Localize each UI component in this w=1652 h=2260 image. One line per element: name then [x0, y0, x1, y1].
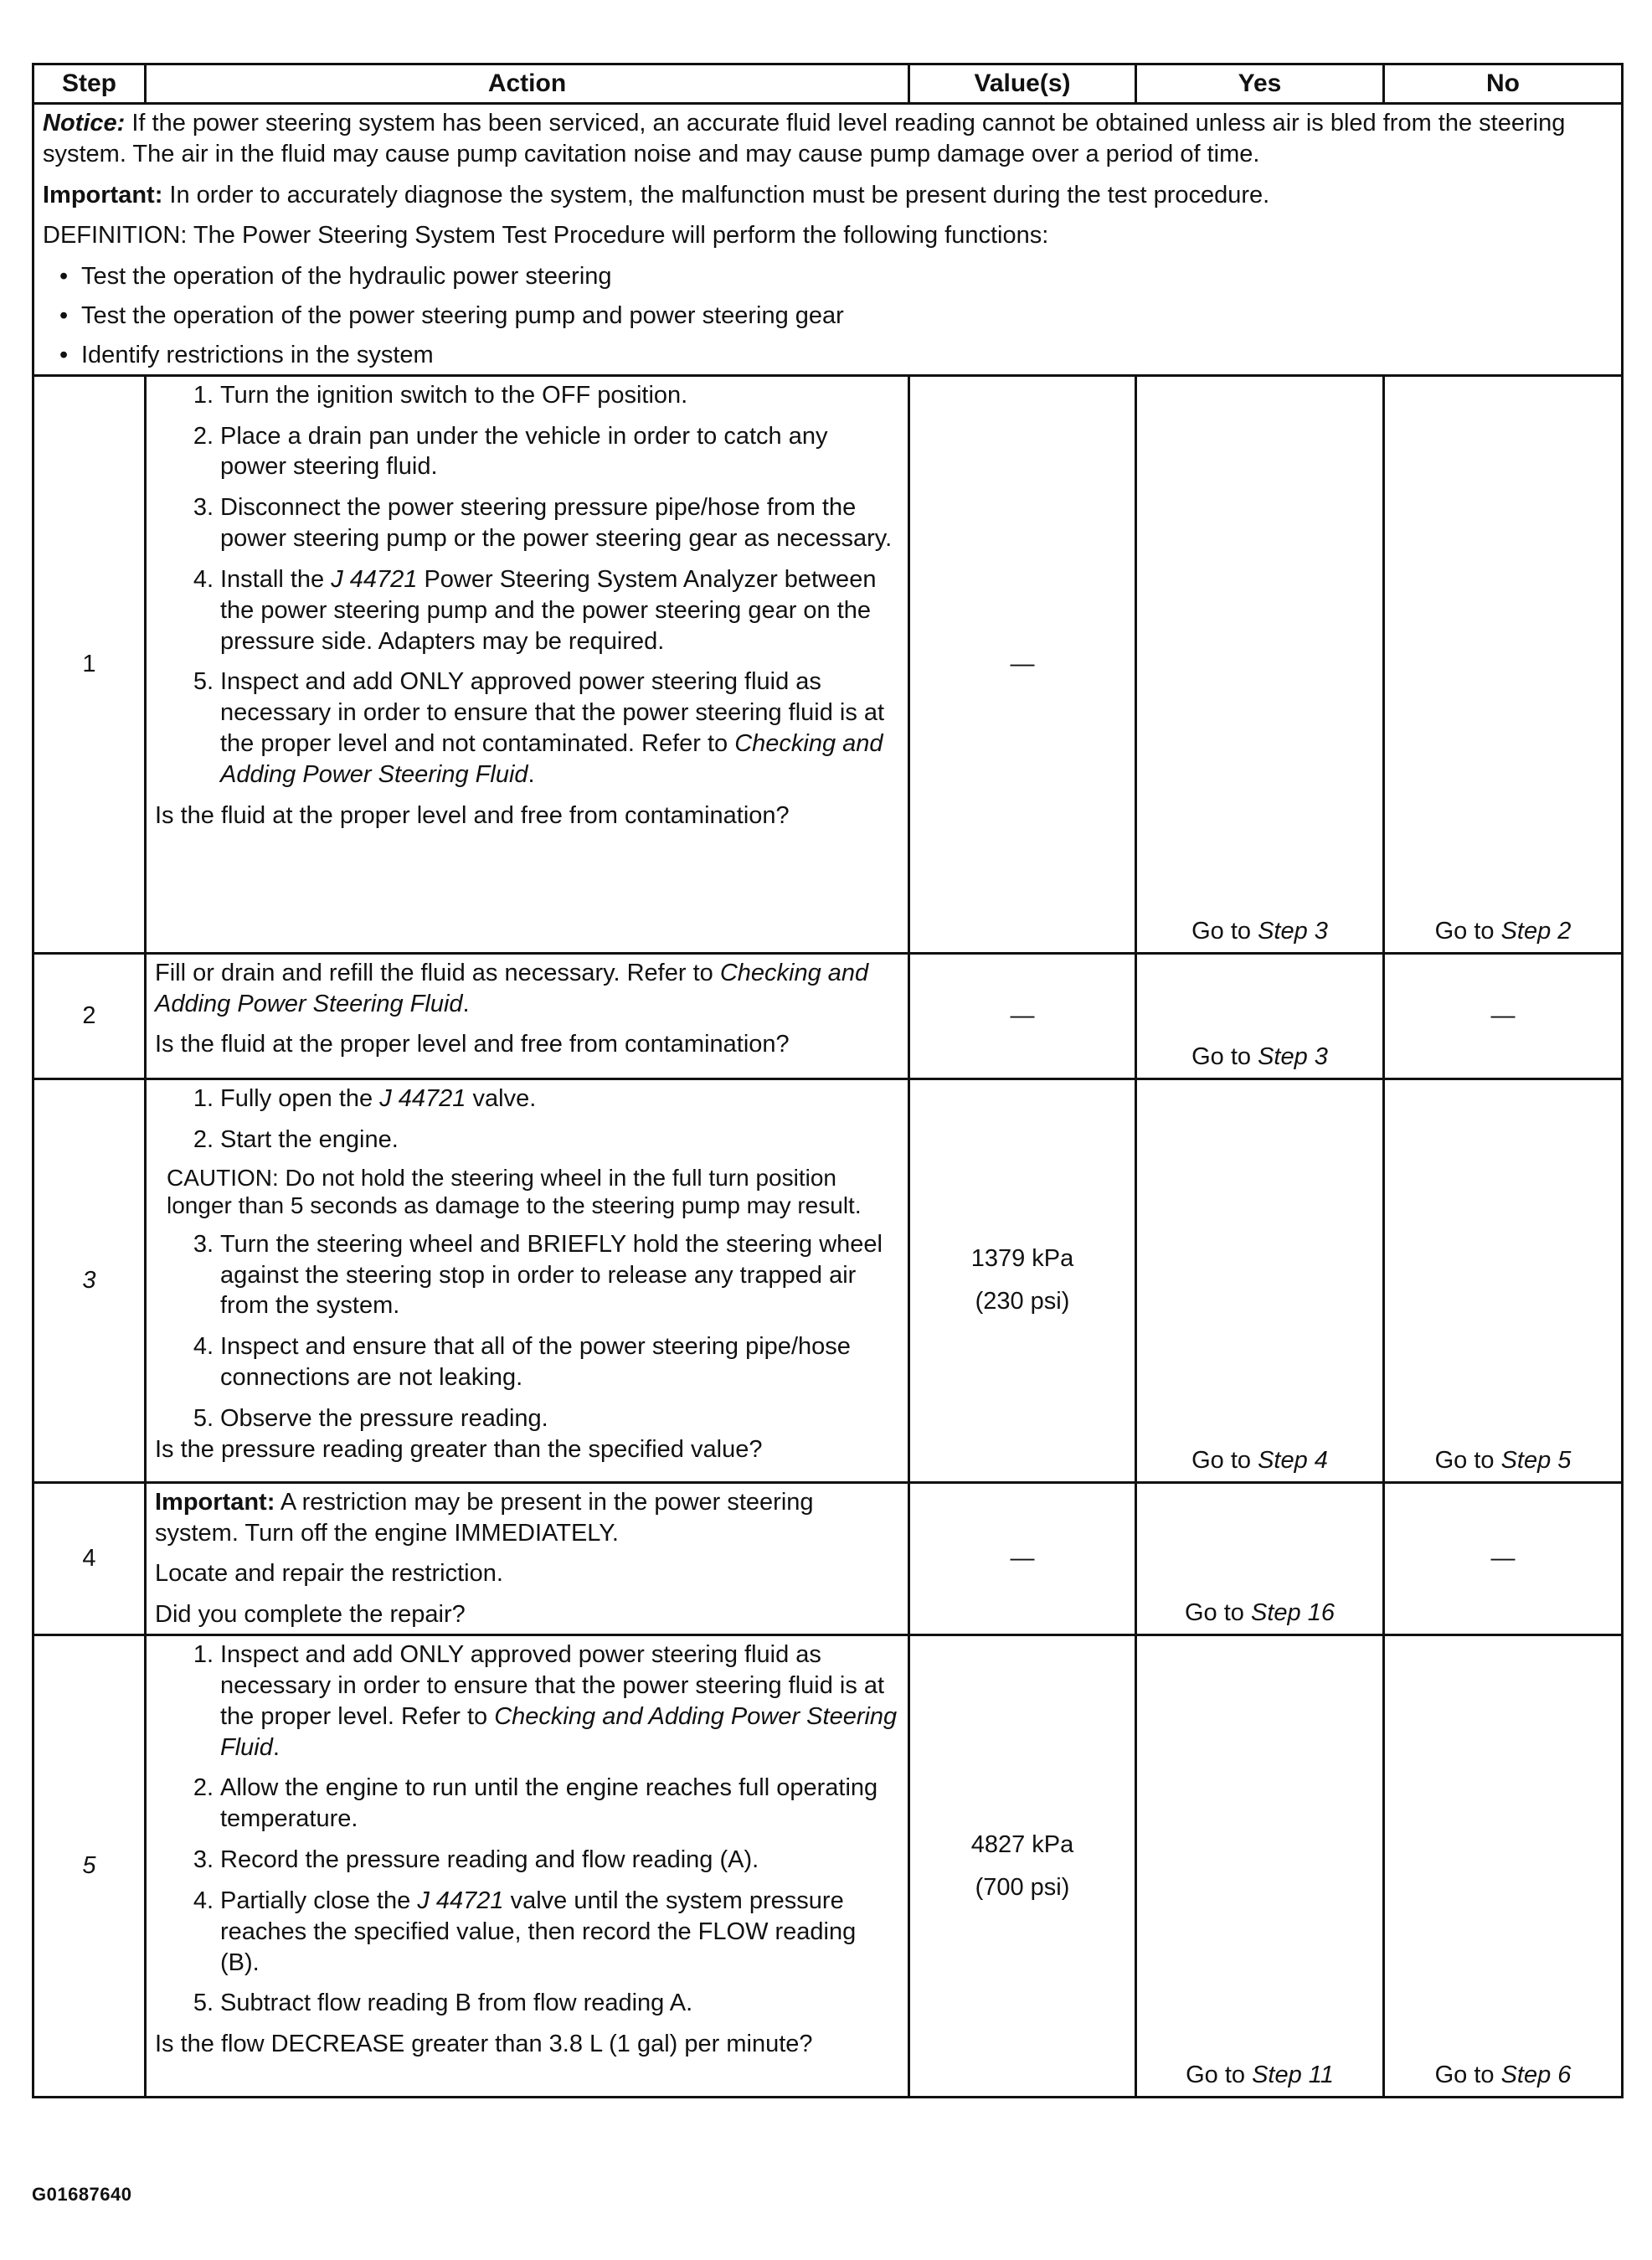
list-item: 4. Install the J 44721 Power Steering System Analyzer between the power steering pump and the power steering gear on the pressure side. Adapters may be required.	[193, 565, 877, 655]
action-list	[155, 1084, 899, 1156]
no-cell: Go to Step 6	[1384, 1635, 1623, 2098]
action-cell	[146, 1482, 909, 1635]
action-text: Observe the pressure reading.	[220, 1404, 548, 1432]
action-cell	[146, 1635, 909, 2098]
important-paragraph	[43, 180, 1613, 211]
action-text: Inspect and add ONLY approved power steering fluid as necessary in order to ensure that the power steering fluid is at the proper level and not contaminated. Refer to Checking and Adding Power Steering Fluid.	[220, 668, 885, 788]
list-item: 5. Subtract flow reading B from flow reading A.	[193, 1990, 693, 2017]
bullet-icon: •	[59, 302, 69, 330]
definition-text: DEFINITION: The Power Steering System Test Procedure will perform the following functions:	[43, 222, 1049, 250]
function-list	[43, 261, 1613, 370]
question-text: Did you complete the repair?	[155, 1601, 466, 1629]
action-text: Fully open the J 44721 valve.	[220, 1084, 537, 1112]
action-text: Subtract flow reading B from flow reading A.	[220, 1990, 693, 2017]
figure-code: G01687640	[32, 2184, 132, 2205]
no-cell: —	[1384, 1482, 1623, 1635]
list-item	[43, 261, 1613, 292]
action-text: Place a drain pan under the vehicle in order to catch any power steering fluid.	[220, 422, 828, 481]
list-item	[43, 340, 1613, 371]
header-values: Value(s)	[909, 64, 1136, 104]
action-text: Record the pressure reading and flow reading (A).	[220, 1846, 759, 1874]
bullet-icon: •	[59, 341, 69, 368]
list-item: 3. Record the pressure reading and flow reading (A).	[193, 1846, 759, 1874]
header-step: Step	[33, 64, 146, 104]
value-cell	[909, 1635, 1136, 2098]
yes-cell: Go to Step 4	[1136, 1079, 1384, 1482]
list-item: 2. Place a drain pan under the vehicle in order to catch any power steering fluid.	[193, 422, 828, 481]
step-number: 5	[33, 1635, 146, 2098]
step-number: 3	[33, 1079, 146, 1482]
bullet-icon: •	[59, 263, 69, 291]
action-cell	[146, 1079, 909, 1482]
value-psi: (700 psi)	[975, 1873, 1070, 1901]
bullet-text: Test the operation of the power steering pump and power steering gear	[81, 302, 844, 330]
step-number: 2	[33, 953, 146, 1079]
list-item: 3. Disconnect the power steering pressure pipe/hose from the power steering pump or the power steering gear as necessary.	[193, 494, 893, 553]
list-item: 2. Allow the engine to run until the engine reaches full operating temperature.	[193, 1774, 878, 1833]
action-cell	[146, 375, 909, 953]
important-text: In order to accurately diagnose the system, the malfunction must be present during the test procedure.	[162, 181, 1270, 208]
action-text: Turn the ignition switch to the OFF position.	[220, 381, 688, 409]
important-paragraph	[155, 1487, 899, 1549]
action-text: Disconnect the power steering pressure pipe/hose from the power steering pump or the power steering gear as necessary.	[220, 494, 893, 553]
list-item: 1. Fully open the J 44721 valve.	[193, 1084, 537, 1112]
question-text: Is the pressure reading greater than the specified value?	[155, 1435, 763, 1463]
value-psi: (230 psi)	[975, 1288, 1070, 1315]
caution-text: CAUTION: Do not hold the steering wheel in the full turn position longer than 5 seconds as damage to the steering pump may result.	[167, 1165, 862, 1218]
list-item: 3. Turn the steering wheel and BRIEFLY hold the steering wheel against the steering stop in order to release any trapped air from the system.	[193, 1230, 883, 1320]
table-row	[33, 953, 1623, 1079]
action-list	[155, 1229, 899, 1434]
yes-cell: Go to Step 3	[1136, 375, 1384, 953]
yes-cell: Go to Step 3	[1136, 953, 1384, 1079]
list-item: 4. Inspect and ensure that all of the power steering pipe/hose connections are not leaking.	[193, 1333, 851, 1392]
list-item: 5. Observe the pressure reading.	[193, 1404, 548, 1432]
value-cell: —	[909, 375, 1136, 953]
step-number: 4	[33, 1482, 146, 1635]
action-cell	[146, 953, 909, 1079]
list-item: 1. Inspect and add ONLY approved power steering fluid as necessary in order to ensure that the power steering fluid is at the proper level. Refer to Checking and Adding Power Steering Fluid.	[193, 1641, 898, 1761]
bullet-text: Test the operation of the hydraulic power steering	[81, 263, 612, 291]
table-row	[33, 1482, 1623, 1635]
step-number: 1	[33, 375, 146, 953]
notice-paragraph	[43, 108, 1613, 170]
question-text: Is the fluid at the proper level and free from contamination?	[155, 801, 790, 829]
important-text: A restriction may be present in the power steering system. Turn off the engine IMMEDIATELY.	[155, 1488, 814, 1547]
action-list	[155, 1640, 899, 2019]
header-row	[33, 64, 1623, 104]
intro-row	[33, 104, 1623, 376]
list-item: 2. Start the engine.	[193, 1125, 399, 1153]
important-label: Important:	[43, 181, 163, 208]
important-label: Important:	[155, 1488, 275, 1516]
value-cell	[909, 1079, 1136, 1482]
list-item: 1. Turn the ignition switch to the OFF position.	[193, 381, 688, 409]
value-kpa: 1379 kPa	[970, 1245, 1074, 1273]
action-text: Start the engine.	[220, 1125, 399, 1153]
diagnostic-table	[32, 63, 1624, 2098]
yes-cell: Go to Step 11	[1136, 1635, 1384, 2098]
header-action: Action	[146, 64, 909, 104]
intro-cell	[33, 104, 1623, 376]
action-text: Allow the engine to run until the engine reaches full operating temperature.	[220, 1774, 878, 1833]
header-yes: Yes	[1136, 64, 1384, 104]
table-row	[33, 1079, 1623, 1482]
action-text: Locate and repair the restriction.	[155, 1560, 503, 1588]
table-row	[33, 375, 1623, 953]
value-cell: —	[909, 953, 1136, 1079]
question-text: Is the flow DECREASE greater than 3.8 L (1 gal) per minute?	[155, 2031, 813, 2058]
list-item: 5. Inspect and add ONLY approved power steering fluid as necessary in order to ensure that the power steering fluid is at the proper level and not contaminated. Refer to Checking and Adding Power Steering Fluid.	[193, 668, 885, 788]
action-text: Inspect and ensure that all of the power steering pipe/hose connections are not leaking.	[220, 1333, 851, 1392]
value-cell: —	[909, 1482, 1136, 1635]
yes-cell: Go to Step 16	[1136, 1482, 1384, 1635]
action-list	[155, 380, 899, 790]
no-cell: Go to Step 2	[1384, 375, 1623, 953]
bullet-text: Identify restrictions in the system	[81, 341, 434, 368]
no-cell: Go to Step 5	[1384, 1079, 1623, 1482]
action-text: Partially close the J 44721 valve until the system pressure reaches the specified value, then record the FLOW reading (B).	[220, 1887, 857, 1976]
action-text: Install the J 44721 Power Steering System Analyzer between the power steering pump and the power steering gear on the pressure side. Adapters may be required.	[220, 565, 877, 655]
list-item: 4. Partially close the J 44721 valve until the system pressure reaches the specified value, then record the FLOW reading (B).	[193, 1887, 857, 1976]
action-text: Inspect and add ONLY approved power steering fluid as necessary in order to ensure that the power steering fluid is at the proper level. Refer to Checking and Adding Power Steering Fluid.	[220, 1641, 898, 1761]
action-text: Turn the steering wheel and BRIEFLY hold the steering wheel against the steering stop in order to release any trapped air from the system.	[220, 1230, 883, 1320]
header-no: No	[1384, 64, 1623, 104]
notice-label: Notice:	[43, 110, 126, 136]
notice-text: If the power steering system has been serviced, an accurate fluid level reading cannot be obtained unless air is bled from the steering system. The air in the fluid may cause pump cavitation noise and may cause pump damage over a period of time.	[43, 110, 1566, 167]
no-cell: —	[1384, 953, 1623, 1079]
question-text: Is the fluid at the proper level and free from contamination?	[155, 1031, 790, 1058]
table-row	[33, 1635, 1623, 2098]
list-item	[43, 301, 1613, 332]
action-text: Fill or drain and refill the fluid as necessary. Refer to Checking and Adding Power Steering Fluid.	[155, 959, 869, 1017]
value-kpa: 4827 kPa	[970, 1830, 1074, 1858]
